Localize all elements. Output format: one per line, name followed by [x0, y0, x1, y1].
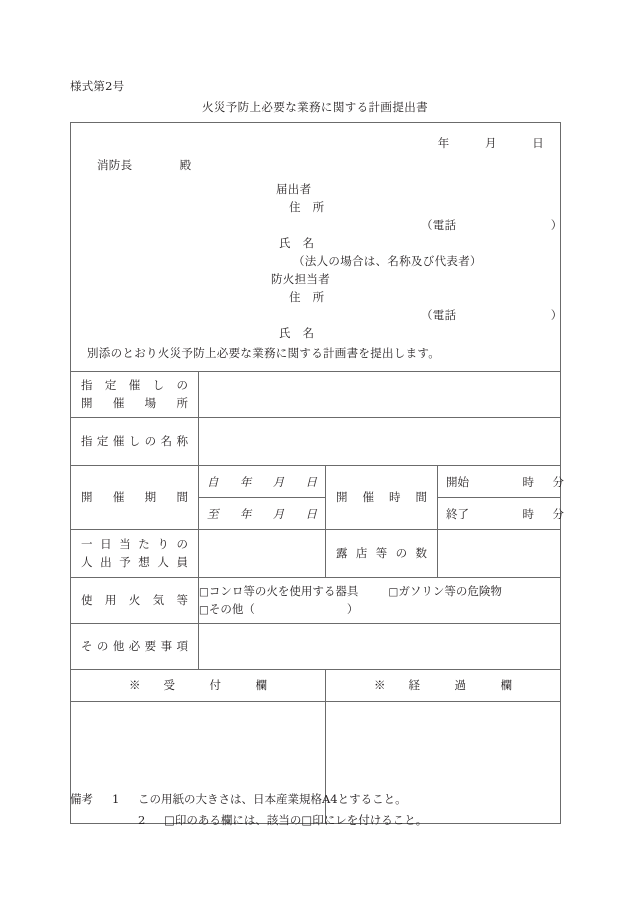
- office-section-header-row: [71, 670, 561, 702]
- period-to-prefix: 至: [207, 506, 228, 521]
- period-label: 開催期間: [81, 489, 188, 504]
- fire-use-options-line2: [199, 601, 560, 619]
- period-from-prefix: 自: [207, 474, 228, 489]
- addressee-line: 消防長 殿: [97, 158, 192, 172]
- remarks-label: 備考: [70, 792, 93, 806]
- time-end-row: [438, 498, 560, 530]
- fire-use-option1-label: コンロ等の火を使用する器具: [208, 583, 359, 598]
- period-from-cell[interactable]: [199, 466, 325, 498]
- time-start-hour: 時: [522, 474, 534, 489]
- period-subtable: [199, 466, 325, 529]
- time-end-minute: 分: [552, 506, 564, 521]
- stalls-label: 露店等の数: [336, 545, 427, 560]
- reception-header-cell: [71, 670, 326, 702]
- remarks-item-2-number: 2: [138, 813, 146, 828]
- period-from-row: [199, 466, 325, 498]
- fire-manager-address-label: 住 所: [289, 290, 325, 304]
- attendance-label-cell: [71, 530, 199, 578]
- time-start-cell[interactable]: [438, 466, 564, 498]
- time-fields-cell: [438, 466, 564, 530]
- checkbox-icon-other[interactable]: □: [199, 603, 209, 616]
- submission-statement: 別添のとおり火災予防上必要な業務に関する計画書を提出します。: [87, 346, 441, 360]
- time-start-prefix: 開始: [446, 474, 469, 489]
- other-items-label: その他必要事項: [81, 638, 188, 653]
- period-to-cell[interactable]: [199, 498, 325, 530]
- submitter-label: 届出者: [276, 182, 312, 196]
- event-name-row: [71, 418, 561, 466]
- attendance-label-line1: 一日当たりの: [81, 537, 188, 552]
- fire-use-options-line1: [199, 583, 560, 601]
- period-fields-cell: [199, 466, 326, 530]
- fire-use-options-cell: [199, 578, 561, 624]
- remarks-item-1-text: この用紙の大きさは、日本産業規格A4とすること。: [138, 792, 407, 806]
- fire-use-row: [71, 578, 561, 624]
- form-number: 様式第2号: [70, 79, 125, 93]
- fire-use-option3-suffix: ）: [346, 601, 359, 616]
- fire-use-option3-prefix: その他（: [208, 601, 255, 616]
- time-end-hour: 時: [522, 506, 534, 521]
- period-from-day: 日: [305, 474, 318, 489]
- checkbox-icon-stove[interactable]: □: [199, 585, 209, 598]
- venue-row: [71, 372, 561, 418]
- event-name-label-cell: [71, 418, 199, 466]
- event-name-value-cell[interactable]: [199, 418, 561, 466]
- remarks-block: [70, 789, 427, 832]
- period-label-cell: [71, 466, 199, 530]
- time-end-cell[interactable]: [438, 498, 564, 530]
- period-from-month: 月: [272, 474, 294, 489]
- period-to-month: 月: [272, 506, 294, 521]
- reception-header: ※ 受 付 欄: [129, 677, 267, 692]
- period-to-row: [199, 498, 325, 530]
- time-label: 開催時間: [336, 489, 427, 504]
- venue-label-cell: [71, 372, 199, 418]
- process-header: ※ 経 過 欄: [374, 677, 512, 692]
- event-name-label: 指定催しの名称: [81, 433, 188, 448]
- time-start-minute: 分: [552, 474, 564, 489]
- period-time-row: [71, 466, 561, 530]
- header-block-row: [71, 123, 561, 372]
- date-line: 年 月 日: [437, 136, 544, 150]
- time-subtable: [438, 466, 564, 529]
- process-header-cell: [326, 670, 561, 702]
- checkbox-icon-gasoline[interactable]: □: [388, 585, 399, 598]
- main-form-table: [70, 122, 564, 824]
- corporation-note: （法人の場合は、名称及び代表者）: [293, 254, 482, 268]
- venue-label-line1: 指定催しの: [81, 378, 188, 393]
- stalls-value-cell[interactable]: [438, 530, 561, 578]
- other-items-row: [71, 624, 561, 670]
- attendance-label-line2: 人出予想人員: [81, 554, 188, 569]
- remarks-item-1-number: 1: [112, 792, 120, 806]
- header-block-cell: [71, 123, 561, 372]
- submitter-name-label: 氏 名: [279, 236, 315, 250]
- other-items-value-cell[interactable]: [199, 624, 561, 670]
- period-to-year: 年: [239, 506, 261, 521]
- venue-value-cell[interactable]: [199, 372, 561, 418]
- period-from-year: 年: [239, 474, 261, 489]
- remarks-item-2: [70, 810, 427, 831]
- submitter-address-label: 住 所: [289, 200, 325, 214]
- document-title: 火災予防上必要な業務に関する計画提出書: [201, 100, 429, 114]
- time-start-row: [438, 466, 560, 498]
- venue-label-line2: 開催場所: [81, 395, 188, 410]
- fire-use-option2-label: ガソリン等の危険物: [398, 583, 502, 598]
- time-label-cell: [326, 466, 438, 530]
- fire-manager-name-label: 氏 名: [279, 326, 315, 340]
- attendance-row: [71, 530, 561, 578]
- other-items-label-cell: [71, 624, 199, 670]
- submitter-tel-field[interactable]: （電話 ）: [421, 218, 563, 232]
- fire-use-label-cell: [71, 578, 199, 624]
- stalls-label-cell: [326, 530, 438, 578]
- attendance-value-cell[interactable]: [199, 530, 326, 578]
- time-end-prefix: 終了: [446, 506, 469, 521]
- fire-manager-label: 防火担当者: [271, 272, 330, 286]
- period-to-day: 日: [305, 506, 318, 521]
- fire-use-label: 使用火気等: [81, 592, 188, 607]
- remarks-item-2-text: □印のある欄には、該当の□印にレを付けること。: [164, 813, 428, 828]
- remarks-item-1: [70, 789, 427, 810]
- fire-manager-tel-field[interactable]: （電話 ）: [421, 308, 563, 322]
